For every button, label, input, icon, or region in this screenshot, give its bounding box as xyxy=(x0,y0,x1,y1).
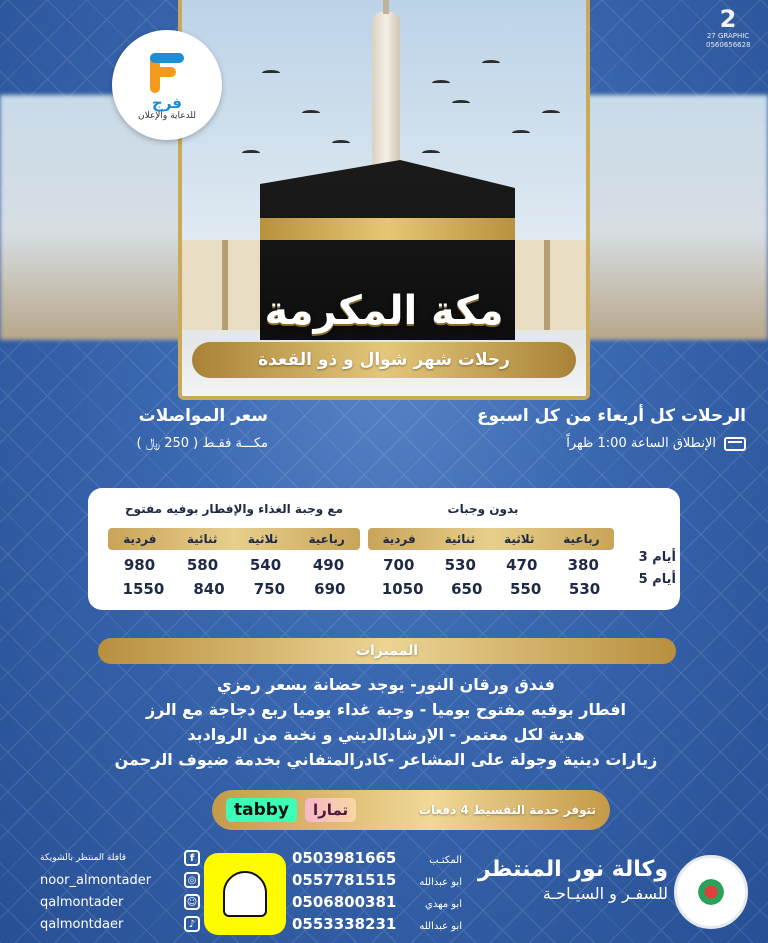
photo-blur-right xyxy=(568,95,768,340)
page-title: مكة المكرمة xyxy=(264,288,504,334)
agency-description: للسفـر و السيـاحـة xyxy=(542,884,668,903)
installment-banner xyxy=(212,790,610,830)
ad-agency-name: فرج xyxy=(152,94,182,112)
list-item: زيارات دينية وجولة على المشاعر -كادرالمتفاني بخدمة ضيوف الرحمن xyxy=(114,750,658,769)
bird-icon xyxy=(262,70,280,76)
bird-icon xyxy=(542,110,560,116)
list-item: فندق ورقان النور- يوجد حضانة بسعر رمزي xyxy=(216,675,555,694)
group-label-with-meals: مع وجبة الغذاء والإفطار بوفيه مفتوح xyxy=(124,502,344,516)
transport-info xyxy=(48,406,268,451)
minaret xyxy=(372,12,400,182)
snapchat-ghost-icon xyxy=(223,871,267,917)
instagram-icon: ◎ xyxy=(184,872,200,888)
table-row: 690 750 840 1550 xyxy=(122,580,346,598)
ad-agency-logo xyxy=(112,30,222,140)
tabby-logo: tabby xyxy=(226,798,297,822)
f-logo-icon xyxy=(144,49,190,95)
tiktok-icon: ♪ xyxy=(184,916,200,932)
list-item[interactable]: ابو عبدالله 0553338231 xyxy=(292,915,462,933)
bird-icon xyxy=(512,130,530,136)
features-list xyxy=(90,672,682,772)
bird-icon xyxy=(332,140,350,146)
bird-icon xyxy=(242,150,260,156)
social-snapchat[interactable]: qalmontader ☺ xyxy=(40,891,200,913)
table-row: 490 540 580 980 xyxy=(123,556,345,574)
duration-5-days: 5 أيام xyxy=(638,572,676,587)
header-without-meals: رباعية ثلاثية ثنائية فردية xyxy=(368,528,614,550)
transport-price: مكـــة فقـط ( 250 ﷼ ) xyxy=(136,436,268,451)
snapchat-qr-code[interactable] xyxy=(204,853,286,935)
bird-icon xyxy=(302,110,320,116)
social-instagram[interactable]: noor_almontader ◎ xyxy=(40,869,200,891)
transport-heading: سعر المواصلات xyxy=(138,406,268,426)
schedule-heading: الرحلات كل أربعاء من كل اسبوع xyxy=(477,406,746,426)
palm-icon xyxy=(696,877,726,907)
list-item[interactable]: المكتـب 0503981665 xyxy=(292,849,462,867)
payment-logos xyxy=(226,798,356,822)
list-item[interactable]: ابو عبدالله 0557781515 xyxy=(292,871,462,889)
phone-list xyxy=(292,849,462,937)
installment-text: تتوفر خدمة التقسيط 4 دفعات xyxy=(418,803,596,817)
bird-icon xyxy=(452,100,470,106)
list-item: افطار بوفيه مفتوح يوميا - وجبة غداء يوميا ربع دجاجة مع الرز xyxy=(145,700,627,719)
social-tiktok[interactable]: qalmontdaer ♪ xyxy=(40,913,200,935)
agency-info xyxy=(478,857,668,903)
facebook-icon: f xyxy=(184,850,200,866)
list-item[interactable]: ابو مهدي 0506800381 xyxy=(292,893,462,911)
ad-agency-tagline: للدعاية والإعلان xyxy=(137,111,197,121)
trip-subtitle: رحلات شهر شوال و ذو القعدة xyxy=(192,342,576,378)
departure-time: الإنطلاق الساعة 1:00 ظهراً xyxy=(406,436,746,451)
table-row: 530 550 650 1050 xyxy=(381,580,601,598)
table-row: 380 470 530 700 xyxy=(383,556,599,574)
schedule-info xyxy=(406,406,746,451)
social-facebook[interactable]: قافلة المنتظر بالشويكة f xyxy=(40,847,200,869)
bird-icon xyxy=(432,80,450,86)
designer-mark: 2 27 GRAPHIC 0560656628 xyxy=(706,5,751,49)
features-heading: المميزات xyxy=(98,638,676,664)
group-label-without-meals: بدون وجبات xyxy=(447,502,519,516)
price-table xyxy=(88,488,680,610)
social-links xyxy=(40,847,200,935)
kaaba-gold-band xyxy=(260,218,515,240)
agency-logo xyxy=(674,855,748,929)
bird-icon xyxy=(482,60,500,66)
kaaba-photo xyxy=(178,0,590,400)
bus-icon xyxy=(724,437,746,451)
duration-3-days: 3 أيام xyxy=(638,550,676,565)
list-item: هدية لكل معتمر - الإرشادالديني و نخبة من الروادبد xyxy=(187,725,585,744)
agency-name: وكالة نور المنتظر xyxy=(478,857,668,882)
header-with-meals: رباعية ثلاثية ثنائية فردية xyxy=(108,528,360,550)
tamara-logo: تمارا xyxy=(305,798,356,822)
bird-icon xyxy=(422,150,440,156)
footer xyxy=(0,843,768,943)
snapchat-icon: ☺ xyxy=(184,894,200,910)
